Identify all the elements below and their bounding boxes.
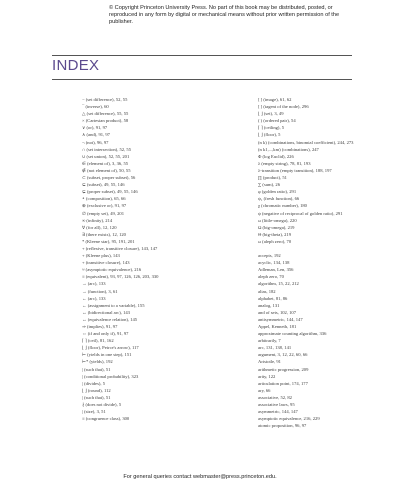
index-entry: arbitrarily, 7 bbox=[258, 338, 281, 344]
index-entry: ⊕ (exclusive or), 91, 97 bbox=[82, 203, 127, 209]
index-entry: + (Kleene plus), 143 bbox=[82, 253, 120, 259]
index-entry: (n k) (combinations, binomial coefficient), 244, 273 bbox=[258, 139, 354, 145]
index-entry: asymptotic equivalence, 216, 229 bbox=[258, 416, 320, 422]
index-entry: ⌈ ⌉ (ceiling), 5 bbox=[258, 125, 285, 131]
index-entry: alias, 182 bbox=[258, 288, 276, 294]
index-entry: ↔ (equivalence relation), 145 bbox=[82, 316, 138, 322]
index-entry: ⊂ (subset, proper subset), 56 bbox=[82, 175, 136, 181]
title-rule-bottom bbox=[52, 79, 352, 80]
index-entry: ∪ (set union), 52, 55, 201 bbox=[82, 153, 130, 159]
index-entry: | (size), 3, 51 bbox=[82, 409, 106, 415]
index-entry: arithmetic progression, 209 bbox=[258, 366, 309, 372]
index-entry: Aristotle, 91 bbox=[258, 359, 281, 365]
index-entry: articulation point, 174, 177 bbox=[258, 380, 308, 386]
index-entry: ¬ (not), 96, 97 bbox=[82, 139, 109, 145]
index-entry: Φ (log Euclid), 226 bbox=[258, 153, 294, 159]
index-entry: accepts, 192 bbox=[258, 253, 281, 259]
index-entry: | (conditional probability), 323 bbox=[82, 373, 139, 379]
index-entry: ⌊ ⌋ (set), 3, 49 bbox=[258, 111, 284, 117]
index-entry: ∞ (infinity), 214 bbox=[82, 217, 113, 223]
index-entry: antisymmetric, 144, 147 bbox=[258, 316, 303, 322]
index-entry: | (such that), 51 bbox=[82, 394, 111, 400]
index-entry: ∏ (product), 51 bbox=[258, 175, 287, 181]
index-entry: associative laws, 95 bbox=[258, 402, 295, 408]
copyright-notice: © Copyright Princeton University Press. No part of this book may be distributed, posted, or reproduced in any form by digital or mechanical means without prior written permission of the publisher. bbox=[109, 5, 340, 25]
index-entry: ω (little-omega), 220 bbox=[258, 217, 297, 223]
index-entry: alphabet, 81, 86 bbox=[258, 295, 288, 301]
index-entry: asymmetric, 144, 147 bbox=[258, 409, 298, 415]
index-entry: Appel, Kenneth, 181 bbox=[258, 324, 297, 329]
index-entry: ∧ (and), 91, 97 bbox=[82, 132, 110, 138]
index-entry: ⌊ ⌋ (floor), Peirce's arrow), 117 bbox=[82, 345, 139, 351]
index-entry: and of sets, 102, 107 bbox=[258, 309, 297, 315]
index-entry: aleph zero, 70 bbox=[258, 274, 284, 280]
index-entry: ary, 66 bbox=[258, 387, 271, 393]
index-entry: △ (set difference), 55, 55 bbox=[82, 111, 129, 117]
index-entry: | (such that), 51 bbox=[82, 366, 111, 372]
index-entry: + (reflexive, transitive closure), 143, 147 bbox=[82, 245, 158, 251]
index-entry: ψ₁ (fresh function), 66 bbox=[258, 196, 300, 202]
index-entry: ∤ (does not divide), 5 bbox=[82, 402, 122, 408]
index-entry: ∅ (empty set), 49, 201 bbox=[82, 210, 125, 216]
footer-contact: For general queries contact webmaster@press.princeton.edu. bbox=[123, 474, 277, 480]
index-entry: ⊊ (proper subset), 49, 55, 146 bbox=[82, 189, 138, 195]
index-entry: approximate counting algorithm, 336 bbox=[258, 331, 327, 337]
index-entry: ⊢ (yields in one step), 151 bbox=[82, 352, 132, 358]
index-entry: ↔ (bidirectional arc), 143 bbox=[82, 309, 130, 315]
index-entry: χ (chromatic number), 180 bbox=[258, 203, 307, 209]
index-entry: ∃ (there exists), 12, 120 bbox=[82, 231, 126, 237]
index-entry: ∀ (for all), 12, 120 bbox=[82, 224, 117, 230]
index-entry: analog, 131 bbox=[258, 302, 280, 308]
index-entry: λ-transition (empty transition), 188, 197 bbox=[258, 167, 332, 173]
index-entry: ⌊ ⌋ (round), 112 bbox=[82, 387, 111, 393]
index-entry: associative, 52, 82 bbox=[258, 394, 292, 400]
index-entry: φ (golden ratio), 291 bbox=[258, 189, 297, 195]
index-entry: ∘ (composition), 65, 66 bbox=[82, 196, 126, 202]
index-entry: ≈ (asymptotic equivalence), 216 bbox=[82, 267, 142, 273]
index-entry: acyclic, 134, 138 bbox=[258, 260, 290, 266]
index-entry: ψ (negative of reciprocal of golden ratio), 291 bbox=[258, 210, 343, 216]
index-entry: | (divides), 5 bbox=[82, 380, 105, 386]
index-entry: Adleman, Len, 356 bbox=[258, 267, 294, 273]
index-entry: algorithm, 15, 22, 212 bbox=[258, 281, 299, 287]
index-entry: ∑ (sum), 26 bbox=[258, 182, 281, 188]
index-entry: + (transitive closure), 143 bbox=[82, 260, 130, 266]
index-entry: arity, 122 bbox=[258, 373, 276, 379]
index-entry: → (function), 3, 61 bbox=[82, 288, 118, 294]
index-entry: ω (aleph zero), 70 bbox=[258, 238, 292, 244]
index-entry: ≡ (congruence class), 300 bbox=[82, 416, 130, 422]
index-entry: ∈ (element of), 3, 36, 55 bbox=[82, 160, 129, 166]
index-column-right bbox=[258, 96, 388, 429]
index-entry: λ (empty string), 78, 81, 193 bbox=[258, 160, 311, 166]
index-entry: ( ) (ordered pair), 54 bbox=[258, 118, 296, 124]
index-entry: ≡ (equivalent), 93, 97, 126, 126, 203, 330 bbox=[82, 274, 159, 280]
index-entry: ⇒ (implies), 91, 97 bbox=[82, 324, 118, 329]
index-entry: ⊆ (subset), 49, 55, 146 bbox=[82, 182, 125, 188]
index-entry: atomic proposition, 96, 97 bbox=[258, 423, 307, 429]
index-entry: ∨ (or), 91, 97 bbox=[82, 125, 108, 131]
index-entry: * (Kleene star), 95, 191, 201 bbox=[82, 238, 135, 244]
index-entry: argument, 3, 12, 22, 60, 66 bbox=[258, 352, 308, 358]
index-entry: − (set difference), 52, 55 bbox=[82, 97, 128, 102]
index-entry: ∩ (set intersection), 52, 55 bbox=[82, 146, 131, 152]
index-entry: ⌊ ⌋ (floor), 5 bbox=[258, 132, 281, 138]
index-entry: × (Cartesian product), 58 bbox=[82, 118, 129, 124]
index-entry: (n k1,...,km) (combinations), 247 bbox=[258, 146, 319, 152]
index-entry: [ ] (tagent of the node), 296 bbox=[258, 104, 309, 110]
index-entry: ⇔ (if and only if), 91, 97 bbox=[82, 331, 129, 337]
index-entry: Θ (big-theta), 219 bbox=[258, 231, 292, 237]
page-title: INDEX bbox=[52, 57, 100, 74]
index-entry: ⊢* (yields), 192 bbox=[82, 359, 113, 365]
index-entry: ¯ (inverse), 60 bbox=[82, 104, 109, 110]
index-section-gap bbox=[258, 245, 388, 252]
index-entry: ⌈ ⌉ (ceil), 81, 162 bbox=[82, 338, 114, 344]
index-entry: → (arc), 133 bbox=[82, 281, 106, 287]
index-entry: arc, 131, 138, 141 bbox=[258, 345, 292, 351]
index-entry: [ ] (image), 61, 62 bbox=[258, 97, 292, 102]
index-entry: ← (arc), 133 bbox=[82, 295, 106, 301]
index-column-left bbox=[82, 96, 212, 422]
index-entry: ∉ (not element of), 50, 55 bbox=[82, 167, 131, 173]
index-entry: Ω (big-omega), 219 bbox=[258, 224, 295, 230]
index-entry: ← (assignment to a variable), 155 bbox=[82, 302, 145, 308]
